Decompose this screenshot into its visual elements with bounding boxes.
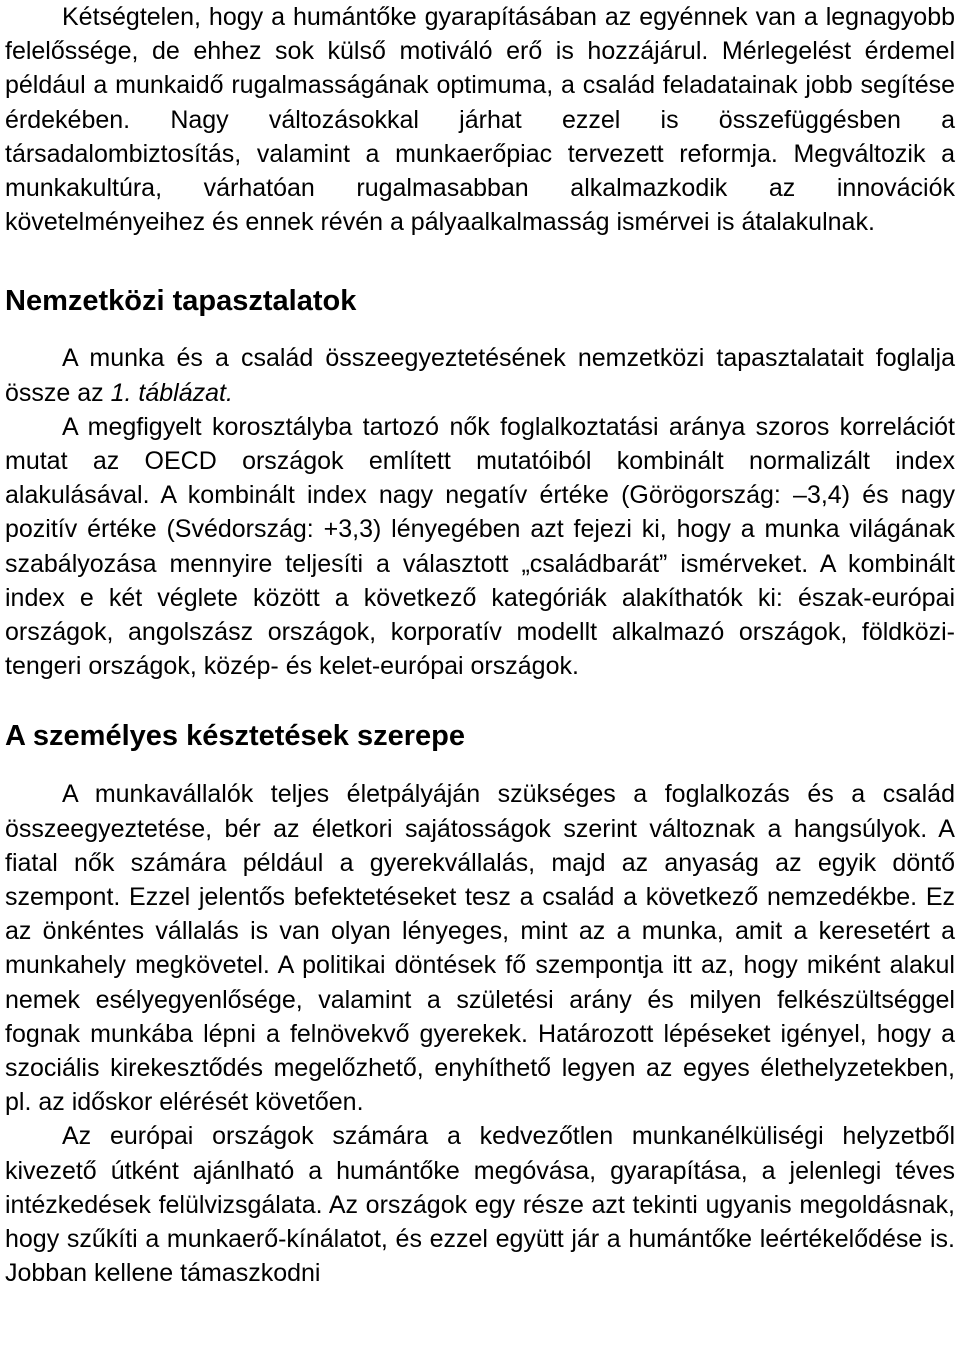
table-reference: 1. táblázat.	[110, 378, 233, 407]
document-page	[5, 0, 955, 1291]
body-paragraph-5: Az európai országok számára a kedvezőtlen munkanélküliségi helyzetből kivezető útként ajánlható a humántőke megóvása, gyarapítása, a jelenlegi téves intézkedések felülvizsgálata. Az országok egy része azt tekinti ugyanis megoldásnak, hogy szűkíti a munkaerő-kínálatot, és ezzel együtt jár a humántőke leértékelődése is. Jobban kellene támaszkodni	[5, 1122, 955, 1288]
section-heading-nemzetkozi: Nemzetközi tapasztalatok	[5, 285, 357, 318]
body-paragraph-1: Kétségtelen, hogy a humántőke gyarapításában az egyénnek van a legnagyobb felelőssége, de ehhez sok külső motiváló erő is hozzájárul. Mérlegelést érdemel például a munkaidő rugalmasságának optimuma, a család feladatainak jobb segítése érdekében. Nagy változásokkal járhat ezzel is összefüggésben a társadalombiztosítás, valamint a munkaerőpiac tervezett reformja. Megváltozik a munkakultúra, várhatóan rugalmasabban alkalmazkodik az innovációk követelményeihez és ennek révén a pályaalkalmasság ismérvei is átalakulnak.	[5, 3, 955, 237]
body-paragraph-3: A megfigyelt korosztályba tartozó nők foglalkoztatási aránya szoros korrelációt mutat az OECD országok említett mutatóiból kombinált normalizált index alakulásával. A kombinált index nagy negatív értéke (Görögország: –3,4) és nagy pozitív értéke (Svédország: +3,3) lényegében azt fejezi ki, hogy a munka világának szabályozása mennyire teljesíti a választott „családbarát” ismérveket. A kombinált index e két véglete között a következő kategóriák alakíthatók ki: észak-európai országok, angolszász országok, korporatív modellt alkalmazó országok, földközitengeri országok, közép- és kelet-európai országok.	[5, 412, 955, 681]
section-heading-szemelyes: A személyes késztetések szerepe	[5, 720, 466, 753]
body-paragraph-2	[5, 341, 955, 409]
body-paragraph-4: A munkavállalók teljes életpályáján szükséges a foglalkozás és a család összeegyeztetése, bér az életkori sajátosságok szerint változnak a hangsúlyok. A fiatal nők számára például a gyerekvállalás, majd az anyaság az egyik döntő szempont. Ezzel jelentős befektetéseket tesz a család a következő nemzedékbe. Ez az önkéntes vállalás is van olyan lényeges, mint az a munka, amit a keresetért a munkahely megkövetel. A politikai döntések fő szempontja itt az, hogy miként alakul nemek esélyegyenlősége, valamint a születési arány és milyen felkészültséggel fognak munkába lépni a felnövekvő gyerekek. Határozott lépéseket igényel, hogy a szociális kirekesztődés megelőzhető, enyhíthető legyen az egyes élethelyzetekben, pl. az időskor elérését követően.	[5, 780, 955, 1117]
body-paragraph-2-text: A munka és a család összeegyeztetésének nemzetközi tapasztalatait foglalja össze az	[5, 344, 955, 407]
